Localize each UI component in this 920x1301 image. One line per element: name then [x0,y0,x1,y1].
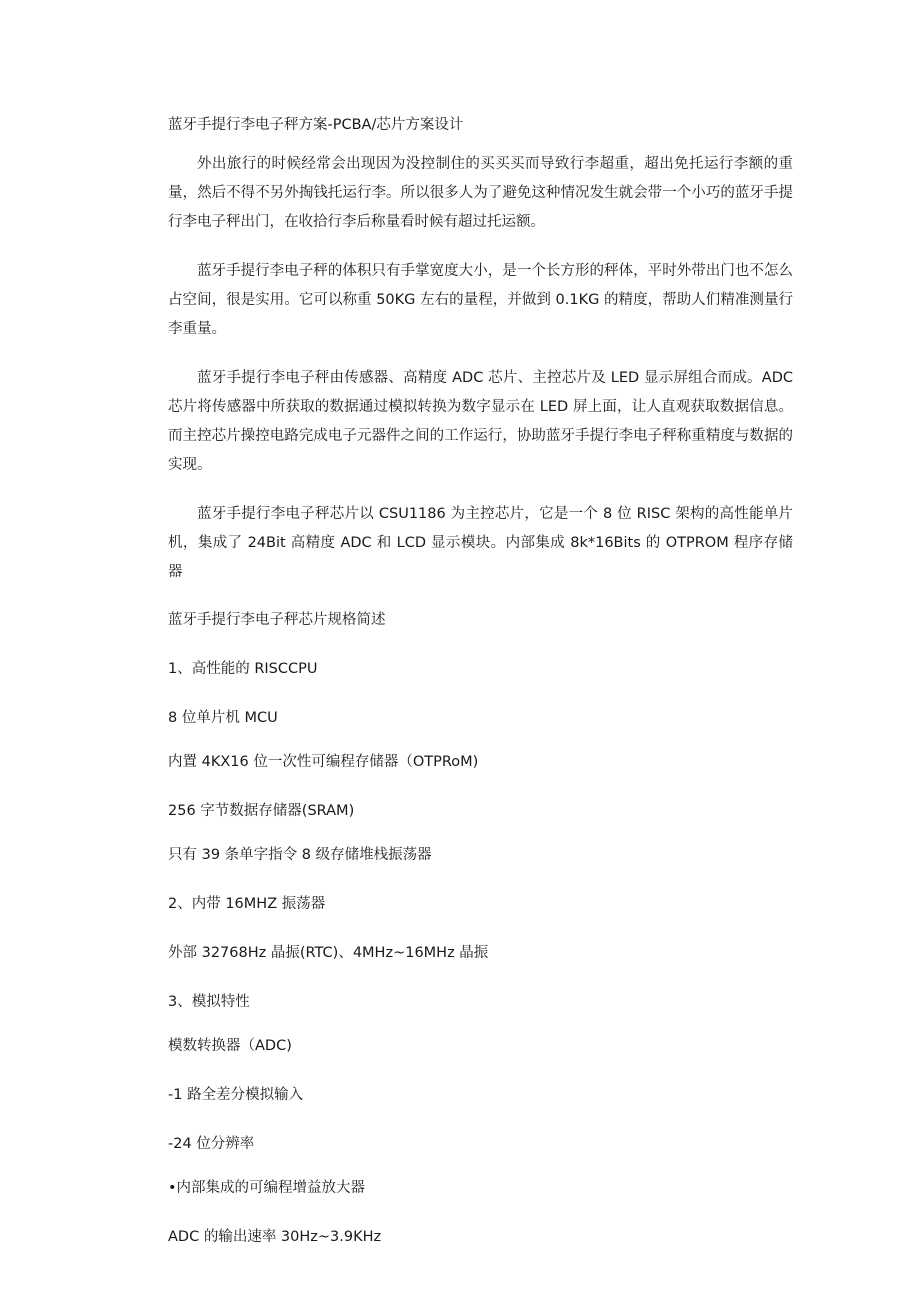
spec-line: 8 位单片机 MCU [168,710,278,726]
spec-line: ADC 的输出速率 30Hz~3.9KHz [168,1229,382,1245]
paragraph-components: 蓝牙手提行李电子秤由传感器、高精度 ADC 芯片、主控芯片及 LED 显示屏组合而成。ADC 芯片将传感器中所获取的数据通过模拟转换为数字显示在 LED 屏上面，让人直观获取数据信息。而主控芯片操控电路完成电子元器件之间的工作运行，协助蓝牙手提行李电子秤称重精度与数据的实现。 [168,370,793,473]
spec-line: 2、内带 16MHZ 振荡器 [168,896,326,912]
spec-heading: 蓝牙手提行李电子秤芯片规格简述 [168,612,386,628]
document-body [168,112,793,1276]
paragraph-intro: 外出旅行的时候经常会出现因为没控制住的买买买而导致行李超重，超出免托运行李额的重量，然后不得不另外掏钱托运行李。所以很多人为了避免这种情况发生就会带一个小巧的蓝牙手提行李电子秤出门，在收拾行李后称量看时候有超过托运额。 [168,156,793,230]
spec-line: -1 路全差分模拟输入 [168,1087,304,1103]
spec-line: 1、高性能的 RISCCPU [168,661,318,677]
spec-line: 外部 32768Hz 晶振(RTC)、4MHz~16MHz 晶振 [168,945,489,961]
spec-line: 3、模拟特性 [168,994,250,1010]
paragraph-size: 蓝牙手提行李电子秤的体积只有手掌宽度大小，是一个长方形的秤体，平时外带出门也不怎么占空间，很是实用。它可以称重 50KG 左右的量程，并做到 0.1KG 的精度，帮助人们精准测量行李重量。 [168,263,793,337]
spec-line: 只有 39 条单字指令 8 级存储堆栈振荡器 [168,847,432,863]
spec-line: 256 字节数据存储器(SRAM) [168,803,355,819]
spec-line: 模数转换器（ADC) [168,1038,292,1054]
spec-line: •内部集成的可编程增益放大器 [168,1180,366,1196]
document-title: 蓝牙手提行李电子秤方案-PCBA/芯片方案设计 [168,117,464,133]
spec-line: -24 位分辨率 [168,1136,255,1152]
spec-line: 内置 4KX16 位一次性可编程存储器（OTPRoM) [168,754,479,770]
paragraph-chip: 蓝牙手提行李电子秤芯片以 CSU1186 为主控芯片，它是一个 8 位 RISC 架构的高性能单片机，集成了 24Bit 高精度 ADC 和 LCD 显示模块。内部集成 8k*16Bits 的 OTPROM 程序存储器 [168,506,793,580]
